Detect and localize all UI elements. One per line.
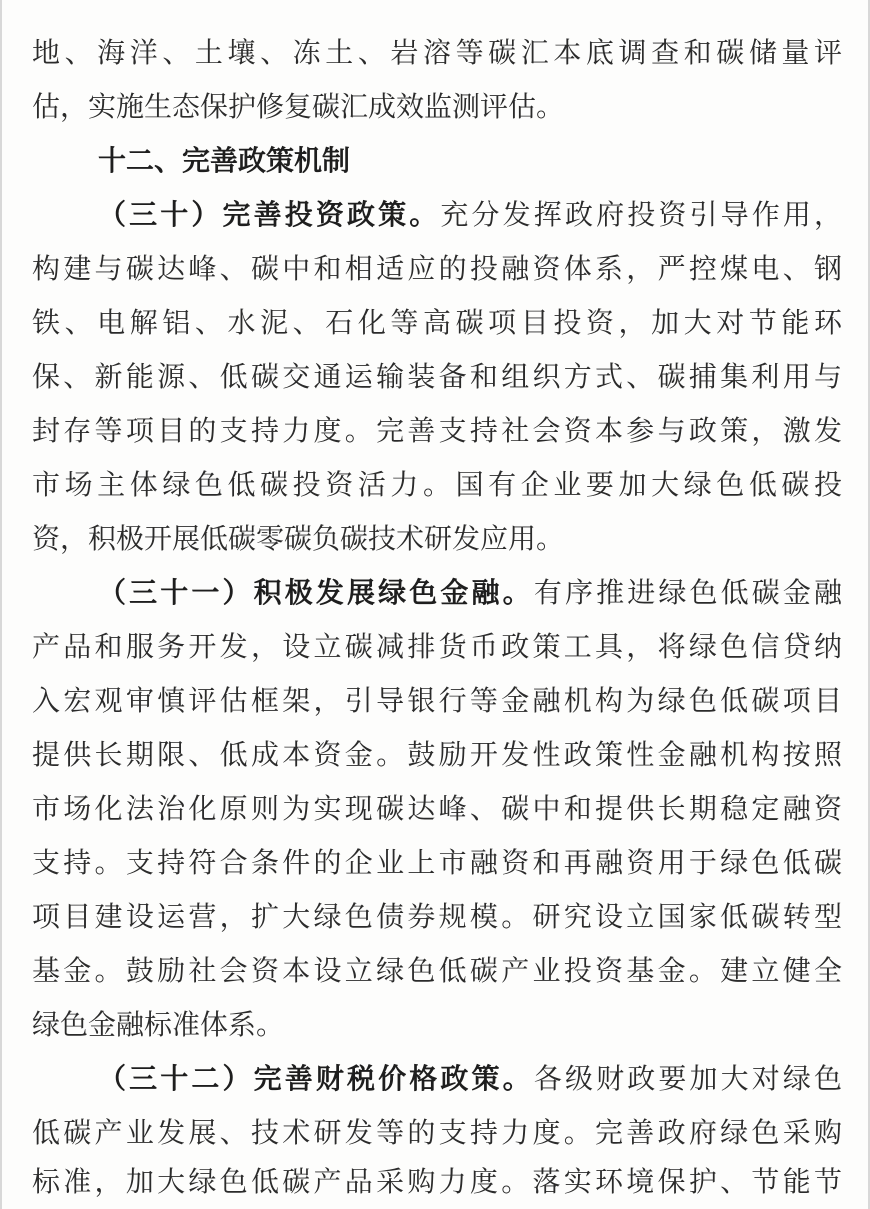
paragraph-31-title: （三十一）积极发展绿色金融。 xyxy=(98,576,534,609)
paragraph-32-first-line xyxy=(98,1052,842,1106)
text-line: 市场化法治化原则为实现碳达峰、碳中和提供长期稳定融资 xyxy=(32,792,842,825)
text-line: 入宏观审慎评估框架，引导银行等金融机构为绿色低碳项目 xyxy=(32,684,842,717)
paragraph-32-first-line-text: 各级财政要加大对绿色 xyxy=(533,1062,842,1095)
text-line: 绿色金融标准体系。 xyxy=(32,1008,285,1041)
text-line: 保、新能源、低碳交通运输装备和组织方式、碳捕集利用与 xyxy=(32,360,842,393)
paragraph-30-first-line-text: 充分发挥政府投资引导作用， xyxy=(440,198,842,231)
text-line: 项目建设运营，扩大绿色债券规模。研究设立国家低碳转型 xyxy=(32,900,842,933)
text-line: 构建与碳达峰、碳中和相适应的投融资体系，严控煤电、钢 xyxy=(32,252,842,285)
text-line: 低碳产业发展、技术研发等的支持力度。完善政府绿色采购 xyxy=(32,1116,842,1149)
text-line: 估，实施生态保护修复碳汇成效监测评估。 xyxy=(32,90,565,123)
text-line: 市场主体绿色低碳投资活力。国有企业要加大绿色低碳投 xyxy=(32,468,842,501)
text-line: 铁、电解铝、水泥、石化等高碳项目投资，加大对节能环 xyxy=(32,306,842,339)
paragraph-30-first-line xyxy=(98,188,842,242)
text-line: 标准，加大绿色低碳产品采购力度。落实环境保护、节能节 xyxy=(32,1165,842,1198)
text-line: 支持。支持符合条件的企业上市融资和再融资用于绿色低碳 xyxy=(32,846,842,879)
text-line: 基金。鼓励社会资本设立绿色低碳产业投资基金。建立健全 xyxy=(32,954,842,987)
text-line: 产品和服务开发，设立碳减排货币政策工具，将绿色信贷纳 xyxy=(32,630,842,663)
section-heading: 十二、完善政策机制 xyxy=(98,144,351,177)
text-line: 提供长期限、低成本资金。鼓励开发性政策性金融机构按照 xyxy=(32,738,842,771)
paragraph-31-first-line-text: 有序推进绿色低碳金融 xyxy=(533,576,842,609)
paragraph-30-title: （三十）完善投资政策。 xyxy=(98,198,441,231)
text-line: 地、海洋、土壤、冻土、岩溶等碳汇本底调查和碳储量评 xyxy=(32,36,842,69)
paragraph-31-first-line xyxy=(98,566,842,620)
paragraph-32-title: （三十二）完善财税价格政策。 xyxy=(98,1062,534,1095)
text-line: 资，积极开展低碳零碳负碳技术研发应用。 xyxy=(32,522,565,555)
text-line: 封存等项目的支持力度。完善支持社会资本参与政策，激发 xyxy=(32,414,842,447)
